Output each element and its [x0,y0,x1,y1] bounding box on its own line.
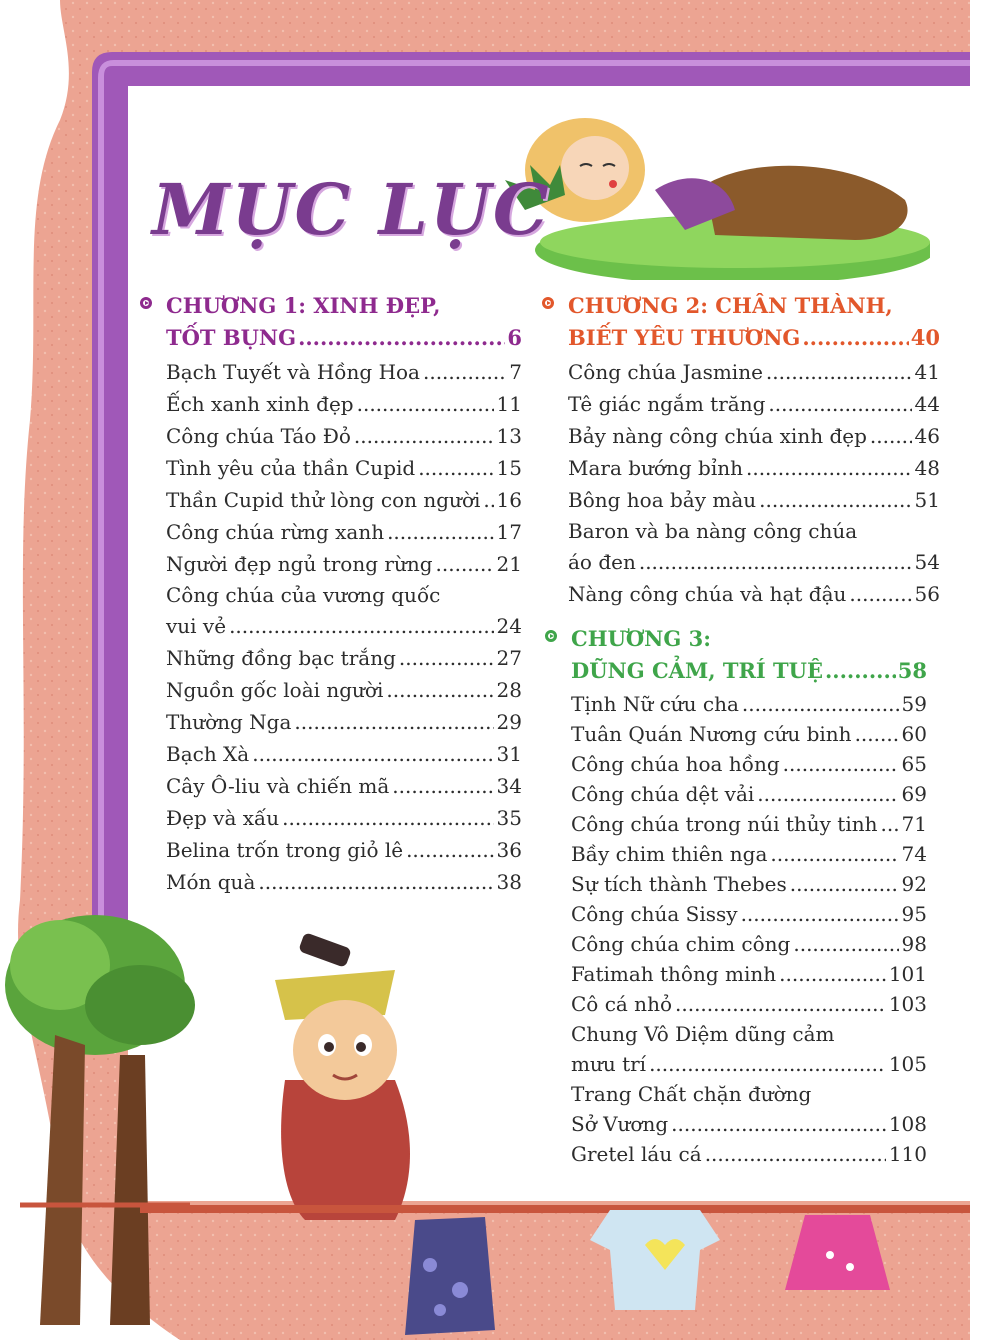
toc-entry[interactable]: Bông hoa bảy màu ..... 51 [542,484,940,516]
toc-entry-line1[interactable]: Baron và ba nàng công chúa [568,519,858,543]
toc-entry[interactable]: Bạch Tuyết và Hồng Hoa ..... 7 [140,356,522,388]
toc-entry[interactable]: Công chúa trong núi thủy tinh ..... 71 [545,809,927,839]
toc-entry[interactable]: Mara bướng bỉnh ..... 48 [542,452,940,484]
toc-entry[interactable]: Nàng công chúa và hạt đậu ..... 56 [542,578,940,610]
toc-entry[interactable]: Bảy nàng công chúa xinh đẹp ..... 46 [542,420,940,452]
toc-entry[interactable]: Công chúa Táo Đỏ ..... 13 [140,420,522,452]
hanging-clothes-illustration [400,1195,1000,1340]
chapter-1-section [140,290,522,898]
toc-entry[interactable]: Fatimah thông minh ..... 101 [545,959,927,989]
toc-entry[interactable]: Belina trốn trong giỏ lê ..... 36 [140,834,522,866]
toc-entry-line1[interactable]: Trang Chất chặn đường [571,1082,812,1106]
toc-entry[interactable]: Thường Nga ..... 29 [140,706,522,738]
chapter-1-heading[interactable] [140,290,522,354]
toc-entry[interactable]: Người đẹp ngủ trong rừng ..... 21 [140,548,522,580]
chapter-2-title-line1: CHƯƠNG 2: CHÂN THÀNH, [568,293,893,318]
toc-entry[interactable]: Tuân Quán Nương cứu binh ..... 60 [545,719,927,749]
chapter-3-title-line2: DŨNG CẢM, TRÍ TUỆ [571,658,823,683]
toc-entry[interactable]: Gretel láu cá ..... 110 [545,1139,927,1169]
toc-entry[interactable]: áo đen ..... 54 [542,546,940,578]
toc-entry[interactable]: Công chúa rừng xanh ..... 17 [140,516,522,548]
toc-entry[interactable]: Công chúa chim công ..... 98 [545,929,927,959]
character-illustration [265,930,425,1220]
toc-entry[interactable]: Tình yêu của thần Cupid ..... 15 [140,452,522,484]
toc-entry[interactable]: Bạch Xà ..... 31 [140,738,522,770]
toc-entry[interactable]: mưu trí ..... 105 [545,1049,927,1079]
chapter-2-heading[interactable] [542,290,940,354]
toc-entry[interactable]: vui vẻ ..... 24 [140,610,522,642]
toc-entry-line1[interactable]: Chung Vô Diệm dũng cảm [571,1022,835,1046]
toc-entry[interactable]: Công chúa dệt vải ..... 69 [545,779,927,809]
chapter-3-section [545,623,927,1169]
toc-entry[interactable]: Cô cá nhỏ ..... 103 [545,989,927,1019]
play-bullet-icon [140,297,152,309]
trees-illustration [0,905,200,1325]
toc-entry-line1[interactable]: Công chúa của vương quốc [166,583,441,607]
toc-entry[interactable]: Nguồn gốc loài người ..... 28 [140,674,522,706]
toc-entry[interactable]: Đẹp và xấu ..... 35 [140,802,522,834]
toc-entry[interactable]: Bầy chim thiên nga ..... 74 [545,839,927,869]
toc-entry[interactable]: Ếch xanh xinh đẹp ..... 11 [140,388,522,420]
play-bullet-icon [542,297,554,309]
chapter-2-title-line2: BIẾT YÊU THƯƠNG [568,325,801,350]
page-title: MỤC LỤC [152,168,551,251]
toc-entry[interactable]: Cây Ô-liu và chiến mã ..... 34 [140,770,522,802]
toc-entry[interactable]: Sở Vương ..... 108 [545,1109,927,1139]
chapter-1-title-line2: TỐT BỤNG [166,325,297,350]
play-bullet-icon [545,630,557,642]
chapter-2-page: 40 [910,325,940,350]
toc-entry[interactable]: Thần Cupid thử lòng con người ..... 16 [140,484,522,516]
toc-entry[interactable]: Tịnh Nữ cứu cha ..... 59 [545,689,927,719]
chapter-1-page: 6 [507,325,522,350]
toc-entry[interactable]: Công chúa Jasmine ..... 41 [542,356,940,388]
toc-entry[interactable]: Món quà ..... 38 [140,866,522,898]
chapter-3-title-line1: CHƯƠNG 3: [571,626,711,651]
chapter-1-title-line1: CHƯƠNG 1: XINH ĐẸP, [166,293,441,318]
chapter-3-page: 58 [897,658,927,683]
chapter-3-heading[interactable] [545,623,927,687]
toc-entry[interactable]: Những đồng bạc trắng ..... 27 [140,642,522,674]
toc-entry[interactable]: Công chúa Sissy ..... 95 [545,899,927,929]
toc-entry[interactable]: Sự tích thành Thebes ..... 92 [545,869,927,899]
chapter-2-section [542,290,940,610]
toc-entry[interactable]: Công chúa hoa hồng ..... 65 [545,749,927,779]
toc-entry[interactable]: Tê giác ngắm trăng ..... 44 [542,388,940,420]
